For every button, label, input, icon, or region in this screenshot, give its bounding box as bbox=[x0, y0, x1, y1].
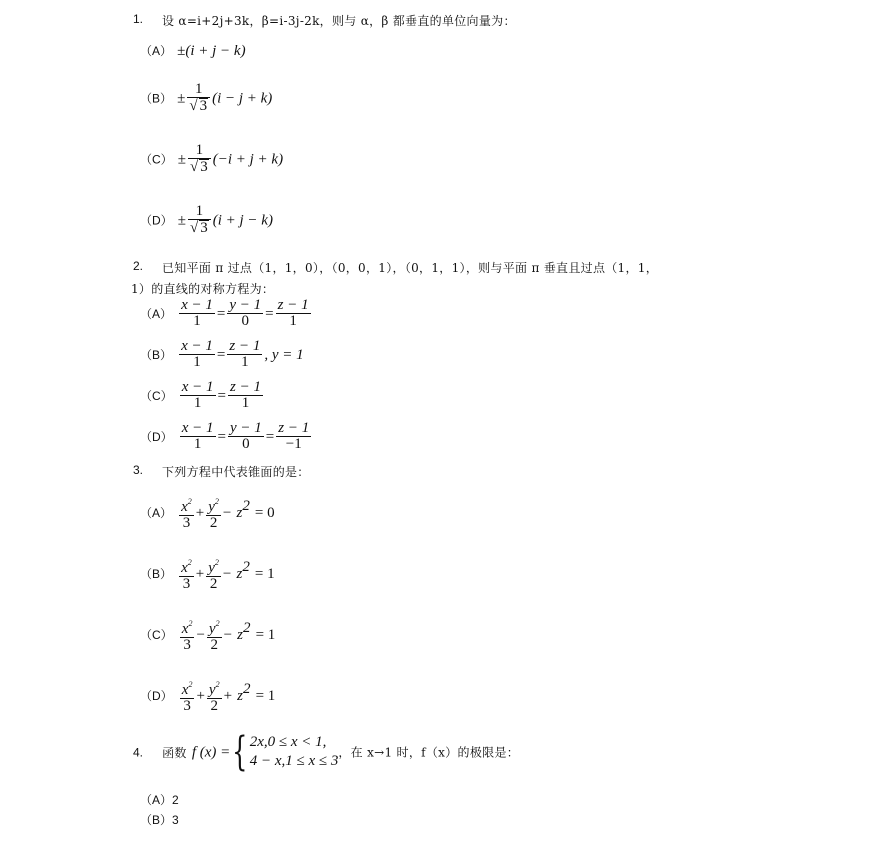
sqrt-radicand: 3 bbox=[199, 98, 208, 114]
question-1-stem: 设 α=i+2j+3k，β=i-3j-2k，则与 α，β 都垂直的单位向量为： bbox=[162, 14, 516, 28]
question-2-stem-line2: 1）的直线的对称方程为： bbox=[131, 282, 275, 296]
fraction: $\frac{x - 1}{1}$ bbox=[181, 338, 213, 370]
numerator: 1 bbox=[188, 143, 211, 159]
vector-expression: (i + j − k) bbox=[185, 43, 246, 59]
sqrt-radicand: 3 bbox=[200, 220, 208, 236]
fraction: $\frac{y^2}{2}$ bbox=[207, 677, 222, 714]
q3-option-c[interactable]: （C） $\frac{x^2}{3}$ − $\frac{y^2}{2}$ − $z^2 = 1$ bbox=[140, 616, 275, 653]
option-value: 3 bbox=[172, 813, 179, 827]
option-label: （A） bbox=[140, 307, 173, 321]
q1-option-b[interactable] bbox=[140, 82, 272, 114]
fraction: $\frac{x - 1}{1}$ bbox=[181, 379, 214, 411]
question-2-stem-line1: 已知平面 π 过点（1，1，0），（0，0，1），（0，1，1），则与平面 π 垂直且过点（1，1， bbox=[162, 261, 659, 275]
q2-option-d[interactable]: （D） $\frac{x - 1}{1}$ = $\frac{y - 1}{0}$ = $\frac{z - 1}{-1}$ bbox=[140, 420, 310, 452]
question-1-number: 1. bbox=[133, 12, 144, 26]
plus-minus: ± bbox=[177, 43, 186, 59]
option-label: （B） bbox=[140, 813, 173, 827]
fraction: $\frac{y^2}{2}$ bbox=[206, 555, 221, 592]
question-3-number: 3. bbox=[133, 463, 144, 477]
option-value: 2 bbox=[172, 793, 179, 807]
question-3-stem: 下列方程中代表锥面的是： bbox=[162, 465, 310, 479]
q1-option-a[interactable] bbox=[140, 40, 246, 60]
q4-option-b[interactable] bbox=[140, 809, 179, 828]
option-label: （D） bbox=[140, 689, 173, 703]
fraction: $\frac{x^2}{3}$ bbox=[179, 494, 194, 531]
option-label: （B） bbox=[140, 91, 173, 106]
fraction: $\frac{y - 1}{0}$ bbox=[229, 297, 262, 329]
left-brace: { bbox=[232, 729, 248, 775]
numerator: 1 bbox=[188, 204, 211, 220]
q3-option-b[interactable]: （B） $\frac{x^2}{3}$ + $\frac{y^2}{2}$ − $z^2 = 1$ bbox=[140, 555, 275, 592]
fraction: $\frac{1}{√ 3}$ bbox=[187, 82, 210, 114]
option-label: （B） bbox=[140, 348, 173, 362]
q1-option-d[interactable] bbox=[140, 204, 273, 236]
fraction: $\frac{y^2}{2}$ bbox=[206, 494, 221, 531]
question-4-stem-pre: 函数 bbox=[162, 745, 187, 760]
piecewise-cases: 2x,0 ≤ x < 1, 4 − x,1 ≤ x ≤ 3 bbox=[249, 734, 339, 769]
fraction: $\frac{x^2}{3}$ bbox=[179, 555, 194, 592]
function-name: f (x) = bbox=[191, 744, 231, 761]
q4-option-a[interactable] bbox=[140, 789, 179, 808]
option-label: （C） bbox=[140, 628, 173, 642]
fraction: $\frac{z - 1}{1}$ bbox=[230, 379, 261, 411]
option-label: （D） bbox=[140, 213, 173, 228]
vector-expression: (i − j + k) bbox=[212, 90, 273, 107]
fraction: $\frac{y^2}{2}$ bbox=[207, 616, 222, 653]
fraction: $\frac{z - 1}{1}$ bbox=[229, 338, 261, 370]
plus-minus: ± bbox=[177, 212, 186, 229]
fraction: $\frac{x^2}{3}$ bbox=[180, 616, 195, 653]
plus-minus: ± bbox=[177, 90, 186, 107]
vector-expression: (−i + j + k) bbox=[212, 151, 284, 168]
question-4-stem-post: ，在 x→1 时，f（x）的极限是： bbox=[338, 745, 520, 760]
question-4 bbox=[133, 729, 520, 775]
q2-option-b[interactable]: （B） $\frac{x - 1}{1}$ = $\frac{z - 1}{1}$ , y = 1 bbox=[140, 338, 304, 370]
q1-option-c[interactable] bbox=[140, 143, 283, 175]
q2-option-c[interactable]: （C） $\frac{x - 1}{1}$ = $\frac{z - 1}{1}$ bbox=[140, 379, 261, 411]
question-4-number: 4. bbox=[133, 745, 144, 760]
numerator: 1 bbox=[187, 82, 210, 98]
fraction: $\frac{1}{√ 3}$ bbox=[188, 143, 211, 175]
fraction: $\frac{y - 1}{0}$ bbox=[230, 420, 262, 452]
q3-option-d[interactable]: （D） $\frac{x^2}{3}$ + $\frac{y^2}{2}$ + $z^2 = 1$ bbox=[140, 677, 275, 714]
q3-option-a[interactable]: （A） $\frac{x^2}{3}$ + $\frac{y^2}{2}$ − $z^2 = 0$ bbox=[140, 494, 275, 531]
option-label: （C） bbox=[140, 389, 173, 403]
fraction: $\frac{z - 1}{1}$ bbox=[277, 297, 309, 329]
option-label: （B） bbox=[140, 567, 173, 581]
fraction: $\frac{1}{√ 3}$ bbox=[188, 204, 211, 236]
plus-minus: ± bbox=[177, 151, 186, 168]
fraction: $\frac{x - 1}{1}$ bbox=[181, 420, 214, 452]
fraction: $\frac{x^2}{3}$ bbox=[180, 677, 195, 714]
q2-option-a[interactable]: （A） $\frac{x - 1}{1}$ = $\frac{y - 1}{0}$ = $\frac{z - 1}{1}$ bbox=[140, 297, 309, 329]
option-label: （A） bbox=[140, 44, 173, 58]
fraction: $\frac{z - 1}{-1}$ bbox=[278, 420, 310, 452]
option-label: （A） bbox=[140, 506, 173, 520]
sqrt-radicand: 3 bbox=[200, 159, 208, 175]
option-label: （D） bbox=[140, 430, 173, 444]
question-2-number: 2. bbox=[133, 259, 144, 273]
option-label: （C） bbox=[140, 152, 173, 167]
option-label: （A） bbox=[140, 793, 173, 807]
fraction: $\frac{x - 1}{1}$ bbox=[181, 297, 213, 329]
vector-expression: (i + j − k) bbox=[212, 212, 273, 229]
